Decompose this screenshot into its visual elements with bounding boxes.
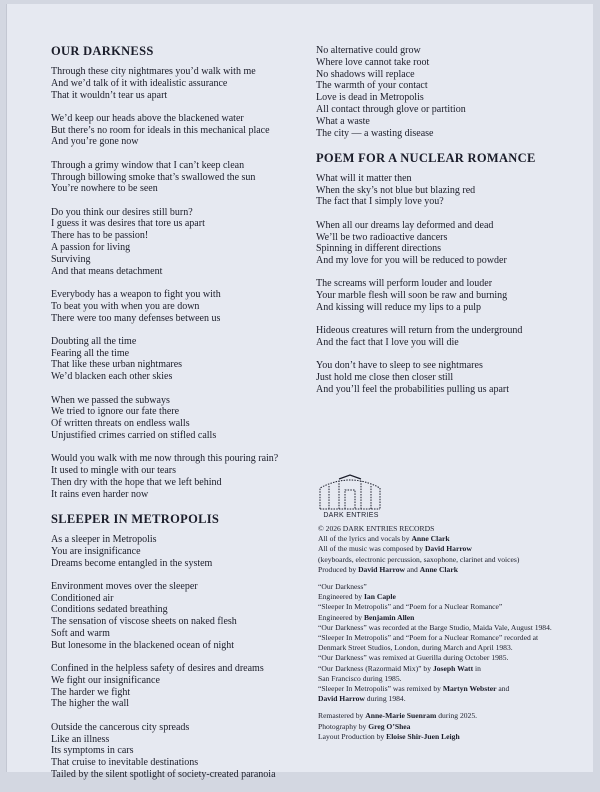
credit-line	[318, 633, 588, 643]
stanza	[316, 45, 586, 139]
lyric-line: And you’ll feel the probabilities pulling us apart	[316, 384, 510, 396]
liner-notes-sheet	[6, 4, 593, 780]
credit-name: David Harrow	[424, 544, 472, 554]
credit-text: Layout Production by	[318, 731, 387, 741]
credit-line	[318, 534, 588, 544]
stanza	[51, 66, 301, 101]
lyric-line: But lonesome in the blackened ocean of night	[51, 639, 235, 651]
lyric-line: And you’re gone now	[51, 136, 139, 148]
lyric-line: And that means detachment	[51, 265, 163, 277]
lyric-line: The fact that I simply love you?	[316, 196, 444, 208]
lyric-line: Its symptoms in cars	[51, 745, 134, 757]
lyric-line: Would you walk with me now through this pouring rain?	[51, 453, 279, 465]
credit-name: David Harrow	[358, 564, 405, 574]
lyric-line: We’d blacken each other skies	[51, 371, 173, 383]
credit-name: Anne Clark	[419, 564, 458, 574]
lyric-line: Doubting all the time	[51, 335, 137, 347]
lyric-line: That like these urban nightmares	[51, 359, 183, 371]
lyric-line: The harder we fight	[51, 686, 131, 698]
lyric-line: Environment moves over the sleeper	[51, 580, 198, 592]
credit-text: “Sleeper In Metropolis” and “Poem for a Nuclear Romance”	[318, 602, 503, 612]
logo-wordmark: DARK ENTRIES	[323, 512, 379, 519]
lyric-line: Conditioned air	[51, 592, 114, 604]
lyric-line: What a waste	[316, 115, 370, 127]
credit-line	[318, 684, 588, 694]
right-column	[316, 45, 586, 407]
lyric-line: To beat you with when you are down	[51, 300, 200, 312]
stanza	[51, 113, 301, 148]
credit-line	[318, 592, 588, 602]
lyric-line: There were too many defenses between us	[51, 312, 221, 324]
lyric-line: You are insignificance	[51, 545, 141, 557]
credit-name: Eloise Shir-Juen Leigh	[386, 731, 460, 741]
stanza	[51, 722, 301, 781]
stanza	[51, 581, 301, 652]
stanza	[51, 534, 301, 569]
lyric-line: Of written threats on endless walls	[51, 418, 190, 430]
poem-title-sleeper-in-metropolis: SLEEPER IN METROPOLIS	[51, 511, 220, 526]
lyric-line: Confined in the helpless safety of desires and dreams	[51, 663, 264, 675]
lyric-line: Fearing all the time	[51, 347, 130, 359]
lyric-line: Through these city nightmares you’d walk with me	[51, 66, 256, 77]
lyric-line: There has to be passion!	[51, 230, 149, 242]
lyric-line: Through billowing smoke that’s swallowed the sun	[51, 171, 256, 183]
credit-line	[318, 623, 588, 633]
stanza	[316, 325, 586, 349]
credit-line	[318, 524, 588, 534]
lyric-line: I guess it was desires that tore us apart	[51, 218, 205, 230]
credit-text: © 2026 DARK ENTRIES RECORDS	[318, 524, 435, 533]
credit-text: in	[473, 663, 481, 673]
credit-line	[318, 555, 588, 565]
lyric-line: Just hold me close then closer still	[316, 372, 454, 384]
credit-text: “Sleeper In Metropolis” was remixed by	[318, 684, 443, 694]
credit-text: Engineered by	[318, 612, 364, 622]
credits-spacer	[318, 704, 588, 711]
our-darkness-lyrics	[51, 66, 301, 500]
credit-text: “Sleeper In Metropolis” and “Poem for a Nuclear Romance” recorded at	[318, 633, 539, 643]
credit-text: All of the lyrics and vocals by	[318, 534, 412, 544]
credit-line	[318, 694, 588, 704]
lyric-line: Soft and warm	[51, 627, 110, 639]
lyric-line: That it wouldn’t tear us apart	[51, 89, 168, 101]
credit-name: Anne Clark	[411, 534, 450, 544]
lyric-line: Surviving	[51, 253, 91, 265]
credit-name: Anne-Marie Suenram	[365, 711, 437, 721]
credit-line	[318, 732, 588, 742]
credit-text: Remastered by	[318, 711, 366, 721]
lyric-line: Tailed by the silent spotlight of society-created paranoia	[51, 768, 276, 780]
credit-text: “Our Darkness” was recorded at the Barge Studio, Maida Vale, August 1984.	[318, 622, 552, 632]
lyric-line: Love is dead in Metropolis	[316, 92, 424, 104]
lyric-line: The sensation of viscose sheets on naked flesh	[51, 616, 237, 628]
credit-line	[318, 722, 588, 732]
lyric-line: We tried to ignore our fate there	[51, 406, 180, 418]
lyric-line: You’re nowhere to be seen	[51, 183, 158, 195]
left-column	[51, 44, 301, 792]
lyric-line: And the fact that I love you will die	[316, 337, 459, 349]
lyric-line: Do you think our desires still burn?	[51, 206, 193, 218]
poem-title-nuclear-romance: POEM FOR A NUCLEAR ROMANCE	[316, 150, 536, 165]
credit-text: and	[496, 684, 510, 694]
stanza	[51, 289, 301, 324]
stanza	[316, 360, 586, 395]
stanza	[51, 453, 301, 500]
lyric-line: But there’s no room for ideals in this mechanical place	[51, 124, 270, 136]
dark-entries-logo-icon	[317, 470, 383, 510]
lyric-line: And kissing will reduce my lips to a pulp	[316, 302, 481, 314]
credit-text: All of the music was composed by	[318, 544, 425, 554]
credit-line	[318, 582, 588, 592]
credit-line	[318, 565, 588, 575]
lyric-line: The warmth of your contact	[316, 80, 428, 92]
stanza	[316, 278, 586, 313]
credits-block	[318, 524, 588, 742]
sleeper-lyrics-part-2	[316, 45, 586, 139]
lyric-line: When the sky’s not blue but blazing red	[316, 184, 476, 196]
lyric-line: Like an illness	[51, 733, 110, 745]
lyric-line: It used to mingle with our tears	[51, 465, 176, 477]
lyric-line: As a sleeper in Metropolis	[51, 533, 157, 545]
lyric-line: Your marble flesh will soon be raw and burning	[316, 290, 508, 302]
credit-text: Denmark Street Studios, London, during March and April 1983.	[318, 643, 513, 653]
credits-spacer	[318, 575, 588, 582]
credit-line	[318, 613, 588, 623]
stanza	[316, 220, 586, 267]
credit-line	[318, 643, 588, 653]
lyric-line: Hideous creatures will return from the underground	[316, 325, 523, 337]
stanza	[51, 663, 301, 710]
credit-text: during 1984.	[364, 694, 406, 704]
stanza	[51, 336, 301, 383]
lyric-line: Where love cannot take root	[316, 56, 430, 68]
lyric-line: That cruise to inevitable destinations	[51, 757, 199, 769]
credit-line	[318, 544, 588, 554]
credit-line	[318, 674, 588, 684]
credit-name: Martyn Webster	[442, 684, 497, 694]
lyric-line: Through a grimy window that I can’t keep clean	[51, 159, 245, 171]
credit-name: Greg O’Shea	[368, 721, 411, 731]
lyric-line: You don’t have to sleep to see nightmares	[316, 360, 483, 372]
lyric-line: When all our dreams lay deformed and dead	[316, 219, 494, 231]
lyric-line: The screams will perform louder and louder	[316, 278, 493, 290]
lyric-line: Dreams become entangled in the system	[51, 557, 213, 569]
lyric-line: When we passed the subways	[51, 394, 170, 406]
lyric-line: We’d keep our heads above the blackened water	[51, 112, 244, 124]
lyric-line: We’ll be two radioactive dancers	[316, 231, 448, 243]
credit-text: “Our Darkness” was remixed at Guerilla during October 1985.	[318, 653, 509, 663]
credit-line	[318, 602, 588, 612]
credit-text: during 2025.	[436, 711, 478, 721]
lyric-line: No shadows will replace	[316, 68, 415, 80]
nuclear-romance-lyrics	[316, 173, 586, 396]
credit-text: Photography by	[318, 721, 369, 731]
lyric-line: Conditions sedated breathing	[51, 604, 168, 616]
credit-name: Ian Caple	[363, 592, 396, 602]
credit-text: San Francisco during 1985.	[318, 673, 402, 683]
lyric-line: We fight our insignificance	[51, 674, 160, 686]
credit-text: “Our Darkness (Razormaid Mix)” by	[318, 663, 433, 673]
lyric-line: Unjustified crimes carried on stifled calls	[51, 429, 217, 441]
stanza	[51, 395, 301, 442]
lyric-line: What will it matter then	[316, 172, 412, 184]
lyric-line: A passion for living	[51, 242, 131, 254]
poem-title-our-darkness: OUR DARKNESS	[51, 44, 154, 58]
credit-line	[318, 711, 588, 721]
lyric-line: Spinning in different directions	[316, 243, 442, 255]
stanza	[316, 173, 586, 208]
credit-text: Engineered by	[318, 592, 364, 602]
lyric-line: And we’d talk of it with idealistic assurance	[51, 77, 228, 89]
stanza	[51, 207, 301, 278]
stanza	[51, 160, 301, 195]
credit-text: (keyboards, electronic percussion, saxophone, clarinet and voices)	[318, 554, 520, 564]
credit-text: “Our Darkness”	[318, 582, 367, 592]
lyric-line: Outside the cancerous city spreads	[51, 721, 190, 733]
lyric-line: No alternative could grow	[316, 45, 421, 56]
lyric-line: The city — a wasting disease	[316, 127, 434, 139]
credit-line	[318, 653, 588, 663]
credit-name: Benjamin Allen	[363, 612, 415, 622]
lyric-line: The higher the wall	[51, 698, 130, 710]
lyric-line: And my love for you will be reduced to powder	[316, 255, 507, 267]
sleeper-lyrics-part-1	[51, 534, 301, 781]
lyric-line: Everybody has a weapon to fight you with	[51, 288, 221, 300]
credit-text: Produced by	[318, 564, 359, 574]
credit-text: and	[404, 564, 420, 574]
credit-name: David Harrow	[318, 694, 365, 704]
lyric-line: Then dry with the hope that we left behind	[51, 476, 222, 488]
credit-name: Joseph Watt	[432, 663, 474, 673]
lyric-line: All contact through glove or partition	[316, 103, 466, 115]
credit-line	[318, 664, 588, 674]
lyric-line: It rains even harder now	[51, 488, 149, 500]
